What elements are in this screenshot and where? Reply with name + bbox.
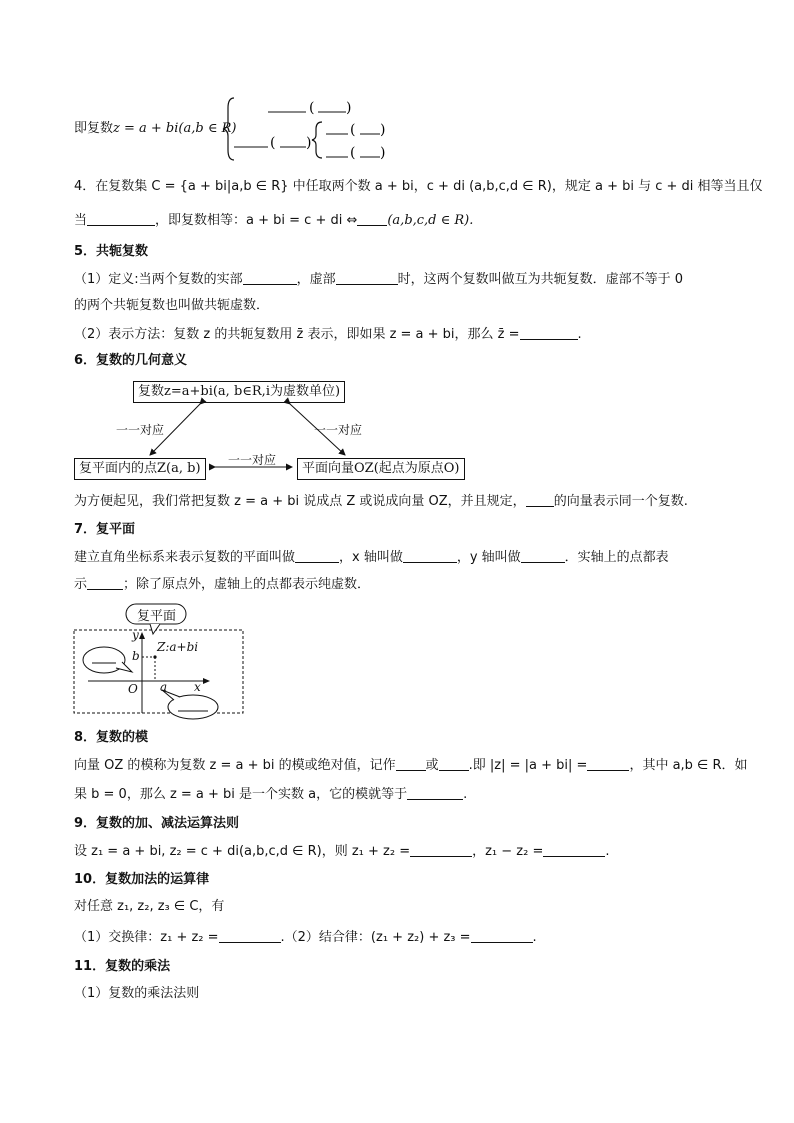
item8-text-f: . [463, 787, 468, 802]
diagram-box-point: 复平面内的点Z(a, b) [74, 458, 206, 480]
diagram-box-vector: 平面向量OZ(起点为原点O) [297, 458, 465, 480]
svg-text:): ) [306, 135, 312, 151]
svg-text:): ) [380, 145, 386, 161]
item8-blank-2 [439, 756, 469, 771]
item5-text-a: （1）定义:当两个复数的实部 [74, 272, 243, 287]
item5-heading: 5．共轭复数 [74, 244, 149, 259]
svg-text:(: ( [309, 100, 315, 116]
diagram-label-right: 一一对应 [314, 423, 363, 437]
item9-blank-1 [410, 842, 472, 857]
svg-text:): ) [380, 122, 386, 138]
item8-heading: 8．复数的模 [74, 730, 149, 745]
item10-text-a: （1）交换律：z₁ + z₂ = [74, 930, 219, 945]
item11-heading: 11．复数的乘法 [74, 959, 171, 974]
fig-z-label: Z:a+bi [157, 640, 199, 654]
item9-line1 [74, 842, 610, 861]
item10-text-b: .（2）结合律：(z₁ + z₂) + z₃ = [280, 930, 471, 945]
item7-text-c: ，y 轴叫做 [456, 550, 521, 565]
item8-text-b: 或 [425, 758, 439, 773]
item4-text-a: 当 [74, 213, 88, 228]
svg-text:(: ( [270, 135, 276, 151]
item5-text-d: （2）表示方法：复数 z 的共轭复数用 z̄ 表示，即如果 z = a + bi，那么 z̄ = [74, 327, 520, 342]
item8-line2 [74, 785, 467, 804]
item5-text-c: 时，这两个复数叫做互为共轭复数．虚部不等于 0 [397, 272, 684, 287]
diagram-label-left: 一一对应 [116, 423, 165, 437]
item8-blank-3 [587, 756, 629, 771]
item11-line1: （1）复数的乘法法则 [74, 986, 200, 1001]
fig-title: 复平面 [137, 609, 177, 624]
svg-text:(: ( [350, 145, 356, 161]
item8-text-d: ，其中 a,b ∈ R．如 [629, 758, 748, 773]
item10-text-c: . [532, 930, 537, 945]
fig-o-label: O [128, 682, 138, 696]
item10-blank-2 [471, 928, 533, 943]
fig-x-label: x [194, 680, 201, 694]
item8-text-c: .即 |z| = |a + bi| = [468, 758, 588, 773]
item10-line1: 对任意 z₁, z₂, z₃ ∈ C，有 [74, 899, 225, 914]
item7-heading: 7．复平面 [74, 522, 136, 537]
diagram-box-complex: 复数z=a+bi(a, b∈R,i为虚数单位) [133, 381, 345, 403]
item6-heading: 6．复数的几何意义 [74, 353, 188, 368]
item9-blank-2 [543, 842, 605, 857]
item6-text-a: 为方便起见，我们常把复数 z = a + bi 说成点 Z 或说成向量 OZ，并且规定， [74, 494, 526, 509]
item7-text-b: ，x 轴叫做 [339, 550, 403, 565]
fig-a-label: a [160, 680, 168, 694]
item8-blank-1 [396, 756, 426, 771]
item9-text-b: ，z₁ − z₂ = [472, 844, 544, 859]
item10-heading: 10．复数加法的运算律 [74, 872, 210, 887]
item5-text-b: ，虚部 [296, 272, 336, 287]
svg-text:): ) [346, 100, 352, 116]
item8-text-e: 果 b = 0，那么 z = a + bi 是一个实数 a，它的模就等于 [74, 787, 408, 802]
diagram-label-mid: 一一对应 [228, 453, 277, 467]
fig-y-label: y [132, 628, 139, 642]
classification-prefix: 即复数 [74, 121, 114, 136]
item5-text-e: . [577, 327, 582, 342]
classification-formula: z = a + bi(a,b ∈ R) [113, 121, 237, 136]
item8-line1 [74, 756, 748, 775]
item4-text-c: (a,b,c,d ∈ R). [387, 213, 474, 228]
item4-line1: 4．在复数集 C = {a + bi|a,b ∈ R} 中任取两个数 a + bi，c + di (a,b,c,d ∈ R)，规定 a + bi 与 c + di 相等当且仅 [74, 179, 763, 194]
item9-heading: 9．复数的加、减法运算法则 [74, 816, 240, 831]
item7-text-d: ．实轴上的点都表 [564, 550, 669, 565]
item8-blank-4 [407, 785, 463, 800]
item4-text-b: ，即复数相等：a + bi = c + di ⇔ [155, 213, 358, 228]
item6-text-b: 的向量表示同一个复数. [553, 494, 688, 509]
fig-b-label: b [132, 649, 140, 663]
item7-text-f: ；除了原点外，虚轴上的点都表示纯虚数． [123, 577, 371, 592]
svg-text:(: ( [350, 122, 356, 138]
item7-text-e: 示 [74, 577, 88, 592]
item5-line2: 的两个共轭复数也叫做共轭虚数． [74, 298, 270, 313]
item10-line2 [74, 928, 537, 947]
item9-text-a: 设 z₁ = a + bi, z₂ = c + di(a,b,c,d ∈ R)，则 z₁ + z₂ = [74, 844, 411, 859]
item10-blank-1 [219, 928, 281, 943]
item7-text-a: 建立直角坐标系来表示复数的平面叫做 [74, 550, 296, 565]
item8-text-a: 向量 OZ 的模称为复数 z = a + bi 的模或绝对值，记作 [74, 758, 396, 773]
item9-text-c: . [605, 844, 610, 859]
